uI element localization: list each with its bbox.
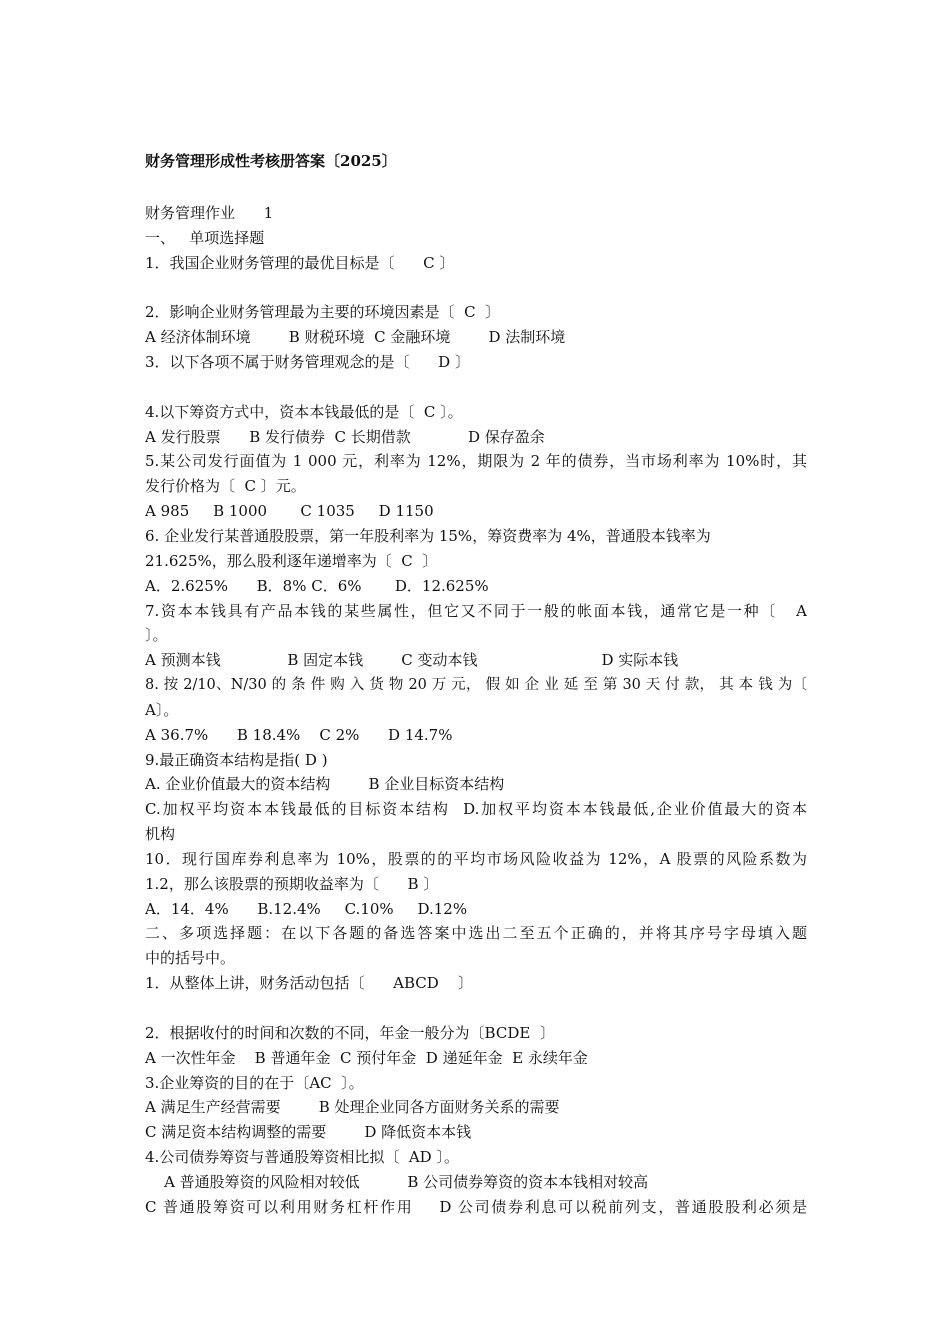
text-line: 2．根据收付的时间和次数的不同，年金一般分为〔BCDE 〕 <box>145 1023 555 1042</box>
text-line: 1．我国企业财务管理的最优目标是〔 C 〕 <box>145 253 455 272</box>
text-line: C 满足资本结构调整的需要 D 降低资本本钱 <box>145 1123 472 1142</box>
text-line: 4.公司债券筹资与普通股筹资相比拟〔 AD 〕。 <box>145 1148 459 1167</box>
text-line: 1.2，那么该股票的预期收益率为〔 B 〕 <box>145 874 439 893</box>
document-body <box>145 201 807 1220</box>
text-line: 二、多项选择题：在以下各题的备选答案中选出二至五个正确的，并将其序号字母填入题 <box>145 924 807 943</box>
text-line: A 普通股筹资的风险相对较低 B 公司债券筹资的资本本钱相对较高 <box>145 1172 649 1191</box>
text-line: A．14．4% B.12.4% C.10% D.12% <box>145 899 468 918</box>
text-line: A 一次性年金 B 普通年金 C 预付年金 D 递延年金 E 永续年金 <box>145 1048 588 1067</box>
text-line: 发行价格为〔 C 〕元。 <box>145 477 306 496</box>
blank-line <box>145 996 807 1021</box>
document-title: 财务管理形成性考核册答案〔2025〕 <box>145 152 397 170</box>
blank-line <box>145 276 807 301</box>
text-line: 机构 <box>145 825 176 844</box>
text-line: 4.以下筹资方式中，资本本钱最低的是〔 C 〕。 <box>145 402 463 421</box>
text-line: 9.最正确资本结构是指( D ) <box>145 750 328 769</box>
text-line: 财务管理作业 1 <box>145 204 274 222</box>
text-line: A 预测本钱 B 固定本钱 C 变动本钱 D 实际本钱 <box>145 651 679 670</box>
text-line: A 经济体制环境 B 财税环境 C 金融环境 D 法制环境 <box>145 328 566 347</box>
text-line: 10．现行国库券利息率为 10%，股票的的平均市场风险收益为 12%，A 股票的风险系数为 <box>145 849 807 868</box>
text-line: 6. 企业发行某普通股股票，第一年股利率为 15%，筹资费率为 4%，普通股本钱率为 <box>145 526 711 545</box>
text-line: C.加权平均资本本钱最低的目标资本结构 D.加权平均资本本钱最低,企业价值最大的资本 <box>145 800 807 819</box>
text-line: 一、 单项选择题 <box>145 228 265 247</box>
text-line: A．2.625% B．8% C．6% D．12.625% <box>145 576 489 595</box>
text-line: 7.资本本钱具有产品本钱的某些属性，但它又不同于一般的帐面本钱，通常它是一种〔 A <box>145 601 807 620</box>
text-line: C 普通股筹资可以利用财务杠杆作用 D 公司债券利息可以税前列支，普通股股利必须是 <box>145 1197 807 1216</box>
blank-line <box>145 375 807 400</box>
text-line: A 发行股票 B 发行债券 C 长期借款 D 保存盈余 <box>145 427 545 446</box>
text-line: 中的括号中。 <box>145 949 236 968</box>
text-line: A〕。 <box>145 700 179 719</box>
text-line: A 985 B 1000 C 1035 D 1150 <box>145 502 434 521</box>
text-line: 3.企业筹资的目的在于〔AC 〕。 <box>145 1073 364 1092</box>
text-line: 3．以下各项不属于财务管理观念的是〔 D 〕 <box>145 353 470 372</box>
text-line: 5.某公司发行面值为 1 000 元，利率为 12%，期限为 2 年的债券，当市场利率为 10%时，其 <box>145 452 807 471</box>
text-line: 21.625%，那么股利逐年递增率为〔 C 〕 <box>145 551 438 570</box>
text-line: A 36.7% B 18.4% C 2% D 14.7% <box>145 725 453 744</box>
text-line: A. 企业价值最大的资本结构 B 企业目标资本结构 <box>145 775 505 794</box>
text-line: A 满足生产经营需要 B 处理企业同各方面财务关系的需要 <box>145 1098 560 1117</box>
text-line: 1．从整体上讲，财务活动包括〔 ABCD 〕 <box>145 974 473 993</box>
text-line: 8. 按 2/10、N/30 的 条 件 购 入 货 物 20 万 元， 假 如 企 业 延 至 第 30 天 付 款， 其 本 钱 为〔 <box>145 677 807 694</box>
text-line: 2．影响企业财务管理最为主要的环境因素是〔 C 〕 <box>145 303 501 322</box>
text-line: 〕。 <box>145 626 168 645</box>
